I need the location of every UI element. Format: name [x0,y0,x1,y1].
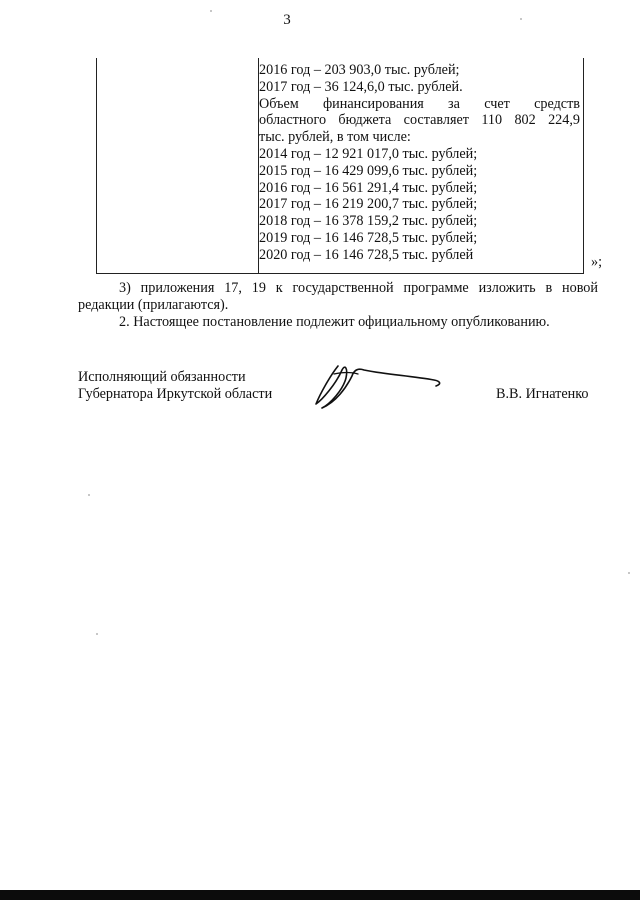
financing-line-2015: 2015 год – 16 429 099,6 тыс. рублей; [259,162,478,179]
signatory-position-line1: Исполняющий обязанности [78,369,246,385]
financing-line: областного бюджета составляет 110 802 224,9 [259,112,580,129]
handwritten-signature-icon [312,360,447,410]
financing-line: 2017 год – 36 124,6,0 тыс. рублей. [259,78,463,95]
scan-speck [520,18,522,20]
financing-line-2018: 2018 год – 16 378 159,2 тыс. рублей; [259,213,478,230]
scan-speck [96,633,98,635]
financing-line-2019: 2019 год – 16 146 728,5 тыс. рублей; [259,229,478,246]
financing-line-2020: 2020 год – 16 146 728,5 тыс. рублей [259,246,474,263]
signatory-position-line2: Губернатора Иркутской области [78,386,273,402]
paragraph-item-3: 3) приложения 17, 19 к государственной программе изложить в новой редакции (прилагаются). [78,280,598,313]
scan-speck [88,494,90,496]
financing-line-2016: 2016 год – 16 561 291,4 тыс. рублей; [259,179,478,196]
financing-line-2017: 2017 год – 16 219 200,7 тыс. рублей; [259,196,478,213]
page-number: 3 [283,12,291,28]
financing-line: 2016 год – 203 903,0 тыс. рублей; [259,62,460,78]
paragraph-item-2: 2. Настоящее постановление подлежит официальному опубликованию. [119,314,550,330]
table-cell-financing [259,62,580,264]
financing-line: Объем финансирования за счет средств [259,95,580,112]
financing-line-2014: 2014 год – 12 921 017,0 тыс. рублей; [259,145,478,162]
scan-speck [210,10,212,12]
closing-quote-mark: »; [591,254,603,270]
financing-line: тыс. рублей, в том числе: [259,129,411,146]
signatory-name: В.В. Игнатенко [496,386,589,402]
scan-edge-bar [0,890,640,900]
signatory-position [78,369,272,403]
scan-speck [628,572,630,574]
